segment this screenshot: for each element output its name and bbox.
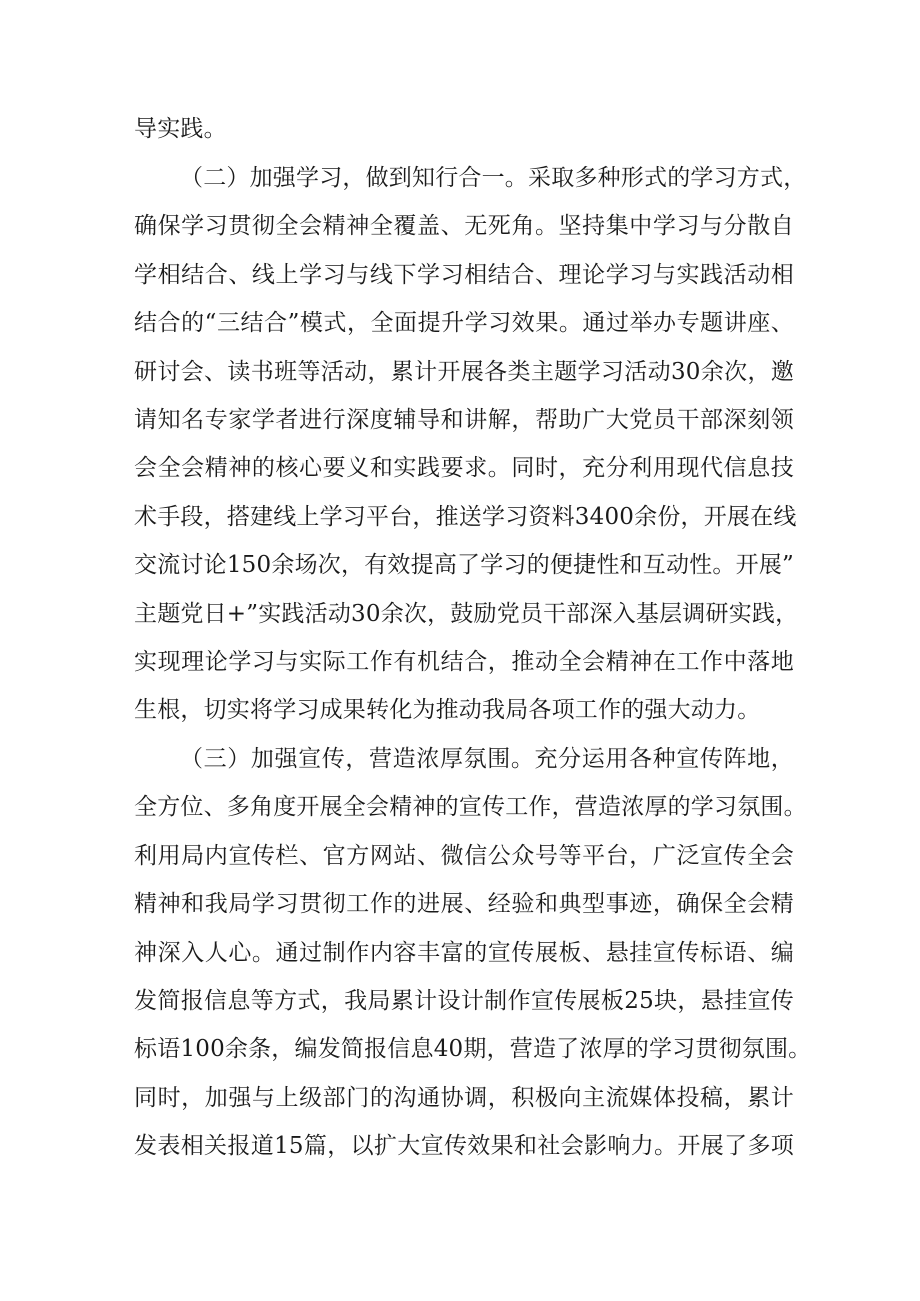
text-line: 发表相关报道15篇，以扩大宣传效果和社会影响力。开展了多项 [134,1133,794,1160]
paragraph-continuation [134,105,794,153]
paragraph-study [134,154,807,735]
text-line: 研讨会、读书班等活动，累计开展各类主题学习活动30余次，邀 [134,358,794,385]
text-line: 结合的“三结合”模式，全面提升学习效果。通过举办专题讲座、 [134,310,794,337]
text-line: 精神和我局学习贯彻工作的进展、经验和典型事迹，确保全会精 [134,891,794,918]
text-line: 全方位、多角度开展全会精神的宣传工作，营造浓厚的学习氛围。 [134,794,807,821]
text-line: 生根，切实将学习成果转化为推动我局各项工作的强大动力。 [134,697,761,724]
text-line: 标语100余条，编发简报信息40期，营造了浓厚的学习贯彻氛围。 [134,1036,812,1063]
text-line: （三）加强宣传，营造浓厚氛围。充分运用各种宣传阵地， [180,746,794,772]
text-line: 会全会精神的核心要义和实践要求。同时，充分利用现代信息技 [134,455,794,482]
text-line: 术手段，搭建线上学习平台，推送学习资料3400余份，开展在线 [134,503,797,530]
text-line: （二）加强学习，做到知行合一。采取多种形式的学习方式， [180,165,807,191]
text-line: 利用局内宣传栏、官方网站、微信公众号等平台，广泛宣传全会 [134,842,794,869]
text-line: 交流讨论150余场次，有效提高了学习的便捷性和互动性。开展” [134,552,794,579]
text-line: 发简报信息等方式，我局累计设计制作宣传展板25块，悬挂宣传 [134,987,794,1014]
text-line: 神深入人心。通过制作内容丰富的宣传展板、悬挂宣传标语、编 [134,939,794,966]
text-line: 请知名专家学者进行深度辅导和讲解，帮助广大党员干部深刻领 [134,406,794,433]
paragraph-publicity [134,735,812,1171]
text-line: 确保学习贯彻全会精神全覆盖、无死角。坚持集中学习与分散自 [134,213,794,240]
text-line: 主题党日+”实践活动30余次，鼓励党员干部深入基层调研实践， [134,600,799,627]
text-line: 学相结合、线上学习与线下学习相结合、理论学习与实践活动相 [134,261,794,288]
text-line: 实现理论学习与实际工作有机结合，推动全会精神在工作中落地 [134,648,794,675]
text-line: 导实践。 [134,116,227,142]
text-line: 同时，加强与上级部门的沟通协调，积极向主流媒体投稿，累计 [134,1084,794,1111]
